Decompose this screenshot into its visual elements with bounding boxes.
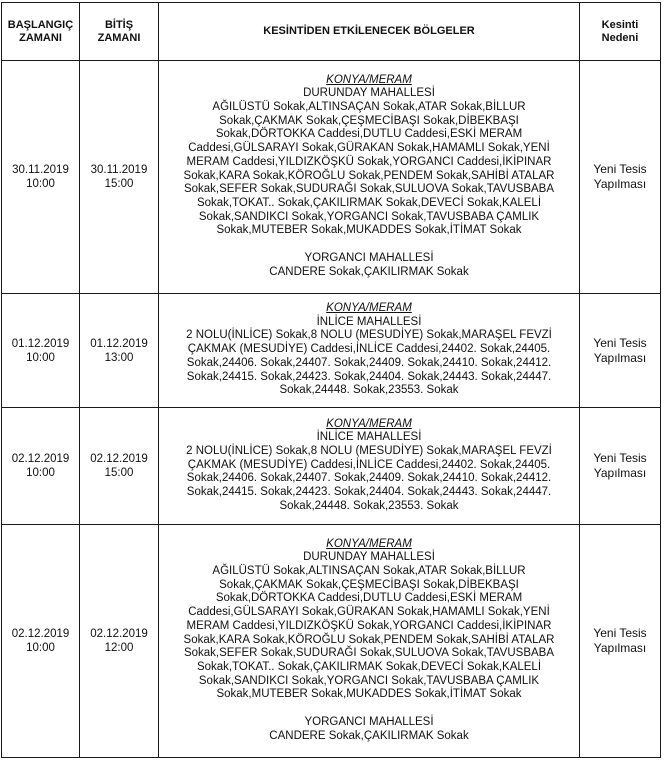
street-list-line: CANDERE Sokak,ÇAKILIRMAK Sokak (269, 265, 469, 278)
header-reason-line: Kesinti (601, 18, 639, 31)
outage-table (1, 2, 661, 758)
header-end-line: ZAMANI (97, 31, 141, 44)
header-start-time (2, 3, 80, 61)
street-list-line: Sokak,SANDIKCI Sokak,YORGANCI Sokak,TAVUSBABA ÇAMLIK (198, 674, 540, 687)
city-district: KONYA/MERAM (326, 537, 412, 550)
reason-line: Yeni Tesis (593, 626, 647, 640)
header-row (2, 3, 661, 61)
block-gap (162, 238, 576, 252)
end-time: 15:00 (104, 467, 134, 479)
reason-cell (580, 294, 661, 408)
street-list-line: Sokak,SEFER Sokak,SUDURAĞI Sokak,SULUOVA Sokak,TAVUSBABA (183, 647, 555, 660)
street-list-line: ÇAKMAK (MESUDİYE) Caddesi,İNLİCE Caddesi,24402. Sokak,24405. (187, 343, 551, 356)
start-time: 10:00 (26, 642, 55, 654)
street-list-line: 2 NOLU(İNLİCE) Sokak,8 NOLU (MESUDİYE) Sokak,MARAŞEL FEVZİ (186, 444, 552, 457)
table-row (2, 61, 661, 294)
start-time-cell (2, 408, 80, 525)
start-date: 02.12.2019 (11, 453, 70, 465)
street-list-line: ÇAKMAK (MESUDİYE) Caddesi,İNLİCE Caddesi,24402. Sokak,24405. (187, 458, 551, 471)
end-date: 02.12.2019 (90, 628, 148, 640)
regions-cell (159, 61, 580, 294)
header-regions: KESİNTİDEN ETKİLENECEK BÖLGELER (159, 3, 580, 61)
start-time-cell (2, 61, 80, 294)
street-list-line: Sokak,KARA Sokak,KÖROĞLU Sokak,PENDEM Sokak,SAHİBİ ATALAR (183, 169, 555, 182)
street-list-line: Sokak,KARA Sokak,KÖROĞLU Sokak,PENDEM Sokak,SAHİBİ ATALAR (183, 633, 555, 646)
neighbourhood-name: İNLİCE MAHALLESİ (316, 431, 422, 444)
neighbourhood-name: YORGANCI MAHALLESİ (304, 252, 434, 265)
table-row (2, 408, 661, 525)
start-date: 02.12.2019 (11, 628, 70, 640)
street-list-line: Sokak,TOKAT.. Sokak,ÇAKILIRMAK Sokak,DEVECİ Sokak,KALELİ (196, 660, 542, 673)
reason-line: Yeni Tesis (593, 335, 647, 350)
end-date: 02.12.2019 (90, 453, 148, 465)
street-list-line: Sokak,24448. Sokak,23553. Sokak (279, 499, 459, 512)
city-district: KONYA/MERAM (326, 302, 412, 315)
end-time-cell (80, 525, 159, 758)
end-date: 30.11.2019 (90, 164, 148, 176)
table-body (2, 61, 661, 758)
regions-cell (159, 408, 580, 525)
street-list-line: MERAM Caddesi,YILDIZKÖŞKÜ Sokak,YORGANCI Caddesi,İKİPINAR (186, 619, 552, 632)
reason-line: Yapılması (593, 641, 647, 655)
neighbourhood-name: DURUNDAY MAHALLESİ (303, 551, 435, 564)
street-list-line: CANDERE Sokak,ÇAKILIRMAK Sokak (269, 729, 469, 742)
header-end-time (80, 3, 159, 61)
header-reason (580, 3, 661, 61)
street-list-line: AĞILÜSTÜ Sokak,ALTINSAÇAN Sokak,ATAR Sokak,BİLLUR (212, 564, 526, 577)
street-list-line: MERAM Caddesi,YILDIZKÖŞKÜ Sokak,YORGANCI Caddesi,İKİPINAR (186, 155, 552, 168)
street-list-line: Caddesi,GÜLSARAYI Sokak,GÜRAKAN Sokak,HAMAMLI Sokak,YENİ (188, 142, 550, 155)
table-row (2, 525, 661, 758)
end-time: 12:00 (104, 642, 134, 654)
neighbourhood-name: İNLİCE MAHALLESİ (316, 315, 422, 328)
table-row (2, 294, 661, 408)
end-time: 15:00 (104, 178, 134, 190)
regions-cell (159, 294, 580, 408)
header-start-line: BAŞLANGIÇ (7, 18, 74, 31)
block-gap (162, 702, 576, 716)
reason-line: Yeni Tesis (593, 162, 647, 176)
header-reason-line: Nedeni (601, 31, 639, 44)
end-time-cell (80, 294, 159, 408)
reason-line: Yapılması (593, 350, 647, 365)
street-list-line: Sokak,24415. Sokak,24423. Sokak,24404. Sokak,24443. Sokak,24447. (186, 486, 552, 499)
street-list-line: Sokak,ÇAKMAK Sokak,ÇEŞMECİBAŞI Sokak,DİBEKBAŞI (219, 114, 519, 127)
street-list-line: Sokak,24406. Sokak,24407. Sokak,24409. Sokak,24410. Sokak,24412. (186, 472, 552, 485)
street-list-line: Sokak,SEFER Sokak,SUDURAĞI Sokak,SULUOVA Sokak,TAVUSBABA (183, 183, 555, 196)
outage-schedule-sheet (1, 2, 660, 758)
street-list-line: Sokak,ÇAKMAK Sokak,ÇEŞMECİBAŞI Sokak,DİBEKBAŞI (219, 578, 519, 591)
street-list-line: Caddesi,GÜLSARAYI Sokak,GÜRAKAN Sokak,HAMAMLI Sokak,YENİ (188, 606, 550, 619)
end-time-cell (80, 408, 159, 525)
street-list-line: Sokak,MUTEBER Sokak,MUKADDES Sokak,İTİMAT Sokak (216, 688, 522, 701)
street-list-line: Sokak,24415. Sokak,24423. Sokak,24404. Sokak,24443. Sokak,24447. (186, 370, 552, 383)
start-time: 10:00 (26, 351, 55, 364)
header-start-line: ZAMANI (19, 31, 62, 44)
street-list-line: 2 NOLU(İNLİCE) Sokak,8 NOLU (MESUDİYE) Sokak,MARAŞEL FEVZİ (186, 329, 552, 342)
start-time: 10:00 (26, 467, 55, 479)
street-list-line: Sokak,TOKAT.. Sokak,ÇAKILIRMAK Sokak,DEVECİ Sokak,KALELİ (196, 196, 542, 209)
reason-line: Yeni Tesis (593, 451, 647, 465)
start-time-cell (2, 294, 80, 408)
street-list-line: Sokak,24406. Sokak,24407. Sokak,24409. Sokak,24410. Sokak,24412. (186, 356, 552, 369)
reason-line: Yapılması (593, 466, 647, 480)
end-time: 13:00 (104, 351, 134, 364)
start-date: 01.12.2019 (11, 337, 70, 350)
street-list-line: AĞILÜSTÜ Sokak,ALTINSAÇAN Sokak,ATAR Sokak,BİLLUR (212, 100, 526, 113)
neighbourhood-name: DURUNDAY MAHALLESİ (303, 87, 435, 100)
reason-cell (580, 61, 661, 294)
street-list-line: Sokak,DÖRTOKKA Caddesi,DUTLU Caddesi,ESKİ MERAM (215, 128, 523, 141)
reason-line: Yapılması (593, 177, 647, 191)
header-end-line: BİTİŞ (104, 18, 134, 31)
street-list-line: Sokak,DÖRTOKKA Caddesi,DUTLU Caddesi,ESKİ MERAM (215, 592, 523, 605)
street-list-line: Sokak,24448. Sokak,23553. Sokak (279, 384, 459, 397)
reason-cell (580, 408, 661, 525)
end-date: 01.12.2019 (90, 337, 148, 350)
city-district: KONYA/MERAM (326, 73, 412, 86)
regions-cell (159, 525, 580, 758)
reason-cell (580, 525, 661, 758)
neighbourhood-name: YORGANCI MAHALLESİ (304, 716, 434, 729)
start-time: 10:00 (26, 178, 55, 190)
start-time-cell (2, 525, 80, 758)
street-list-line: Sokak,SANDIKCI Sokak,YORGANCI Sokak,TAVUSBABA ÇAMLIK (198, 210, 540, 223)
start-date: 30.11.2019 (12, 164, 69, 176)
end-time-cell (80, 61, 159, 294)
street-list-line: Sokak,MUTEBER Sokak,MUKADDES Sokak,İTİMAT Sokak (216, 224, 522, 237)
city-district: KONYA/MERAM (326, 417, 412, 430)
